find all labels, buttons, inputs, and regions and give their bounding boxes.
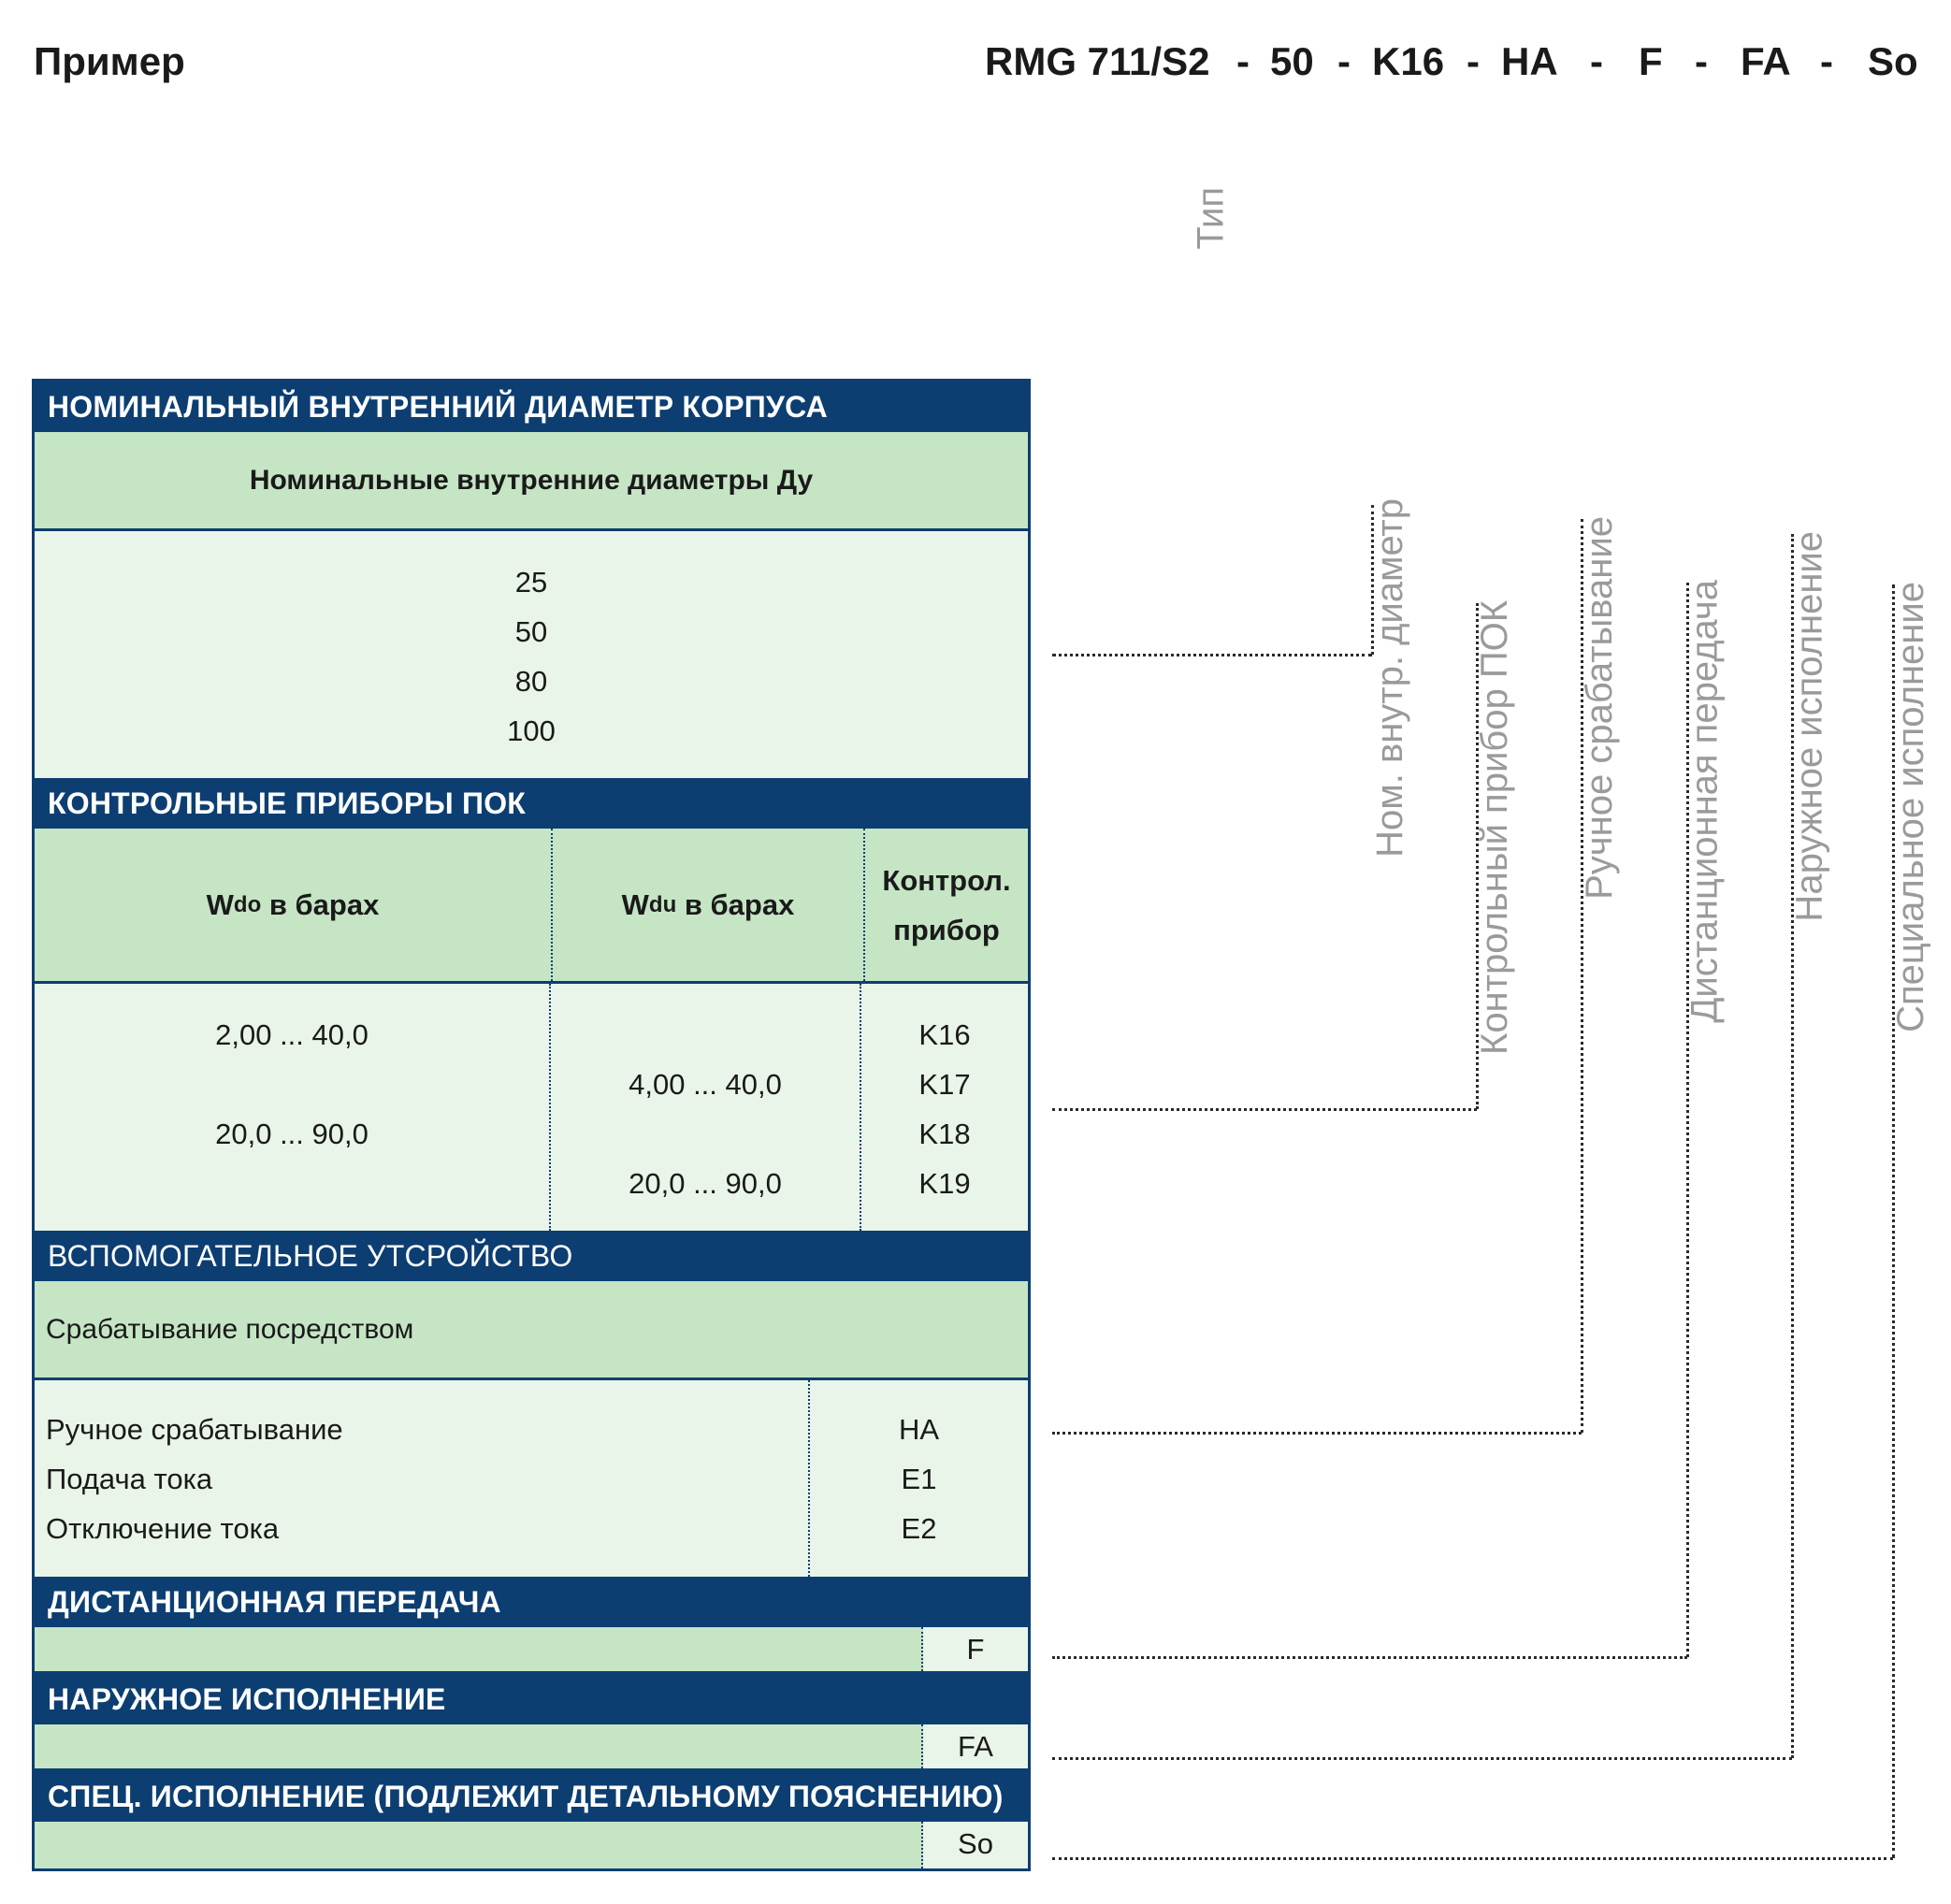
code-diameter: 50: [1270, 39, 1314, 83]
aux-label: Отключение тока: [46, 1512, 280, 1545]
col-device-values: K16 K17 K18 K19: [918, 1018, 971, 1200]
control-column-headers: [35, 829, 1028, 984]
section-special-title: СПЕЦ. ИСПОЛНЕНИЕ (ПОДЛЕЖИТ ДЕТАЛЬНОМУ ПОЯСНЕНИЮ): [35, 1771, 1028, 1822]
leader-special-v: [1892, 584, 1895, 1858]
section-diameter-subheader: Номинальные внутренние диаметры Ду: [35, 432, 1028, 531]
col-wdo-values: 2,00 ... 40,0 20,0 ... 90,0: [35, 984, 551, 1231]
leader-control-h: [1052, 1108, 1477, 1111]
leader-outdoor-v: [1791, 534, 1794, 1758]
diameter-value: 25: [514, 566, 548, 599]
code-sep: -: [1695, 39, 1708, 83]
section-outdoor-title: НАРУЖНОЕ ИСПОЛНЕНИЕ: [35, 1674, 1028, 1724]
col-wdu-header: W du в барах: [553, 829, 865, 981]
aux-codes: [810, 1380, 1028, 1577]
outdoor-code: FA: [923, 1724, 1028, 1768]
remote-code: F: [923, 1627, 1028, 1671]
leader-diameter-h: [1052, 654, 1372, 656]
section-diameter-title: НОМИНАЛЬНЫЙ ВНУТРЕННИЙ ДИАМЕТР КОРПУСА: [35, 382, 1028, 432]
code-special: So: [1868, 39, 1918, 83]
leader-manual-v: [1581, 519, 1583, 1433]
outdoor-row: [35, 1724, 1028, 1771]
diameter-value: 80: [514, 665, 548, 698]
aux-values: [35, 1380, 1028, 1577]
leader-remote-v: [1686, 583, 1689, 1657]
section-aux-title: ВСПОМОГАТЕЛЬНОЕ УТСРОЙСТВО: [35, 1231, 1028, 1281]
code-type: RMG 711/S2: [985, 39, 1210, 83]
code-sep: -: [1236, 39, 1250, 83]
code-outdoor: FA: [1741, 39, 1791, 83]
code-sep: -: [1467, 39, 1480, 83]
col-device-header: Контрол. прибор: [882, 863, 1011, 946]
leader-special-h: [1052, 1857, 1893, 1860]
aux-code: E2: [901, 1512, 937, 1545]
aux-label: Ручное срабатывание: [46, 1413, 343, 1446]
control-values: [35, 984, 1028, 1231]
section-aux-subheader: Срабатывание посредством: [35, 1281, 1028, 1380]
code-sep: -: [1337, 39, 1351, 83]
aux-code: HA: [898, 1413, 940, 1446]
aux-label: Подача тока: [46, 1463, 213, 1495]
section-remote-title: ДИСТАНЦИОННАЯ ПЕРЕДАЧА: [35, 1577, 1028, 1627]
leader-control-v: [1476, 603, 1479, 1109]
code-control: K16: [1372, 39, 1445, 83]
diameter-value: 100: [507, 714, 556, 747]
example-label: Пример: [34, 39, 185, 83]
remote-row: [35, 1627, 1028, 1674]
code-sep: -: [1590, 39, 1603, 83]
leader-manual-h: [1052, 1432, 1582, 1435]
diameter-value: 50: [514, 615, 548, 648]
options-table: [32, 379, 1031, 1871]
col-wdo-header: W do в барах: [35, 829, 553, 981]
special-row: [35, 1822, 1028, 1868]
special-code: So: [923, 1822, 1028, 1868]
diameter-values: [35, 531, 1028, 778]
code-remote: F: [1639, 39, 1663, 83]
aux-code: E1: [901, 1463, 937, 1495]
leader-remote-h: [1052, 1656, 1687, 1659]
code-manual: HA: [1501, 39, 1558, 83]
aux-labels: [35, 1380, 810, 1577]
code-sep: -: [1820, 39, 1833, 83]
section-control-title: КОНТРОЛЬНЫЕ ПРИБОРЫ ПОК: [35, 778, 1028, 829]
leader-outdoor-h: [1052, 1757, 1792, 1760]
col-wdu-values: 4,00 ... 40,0 20,0 ... 90,0: [551, 984, 861, 1231]
leader-diameter-v: [1371, 505, 1374, 655]
